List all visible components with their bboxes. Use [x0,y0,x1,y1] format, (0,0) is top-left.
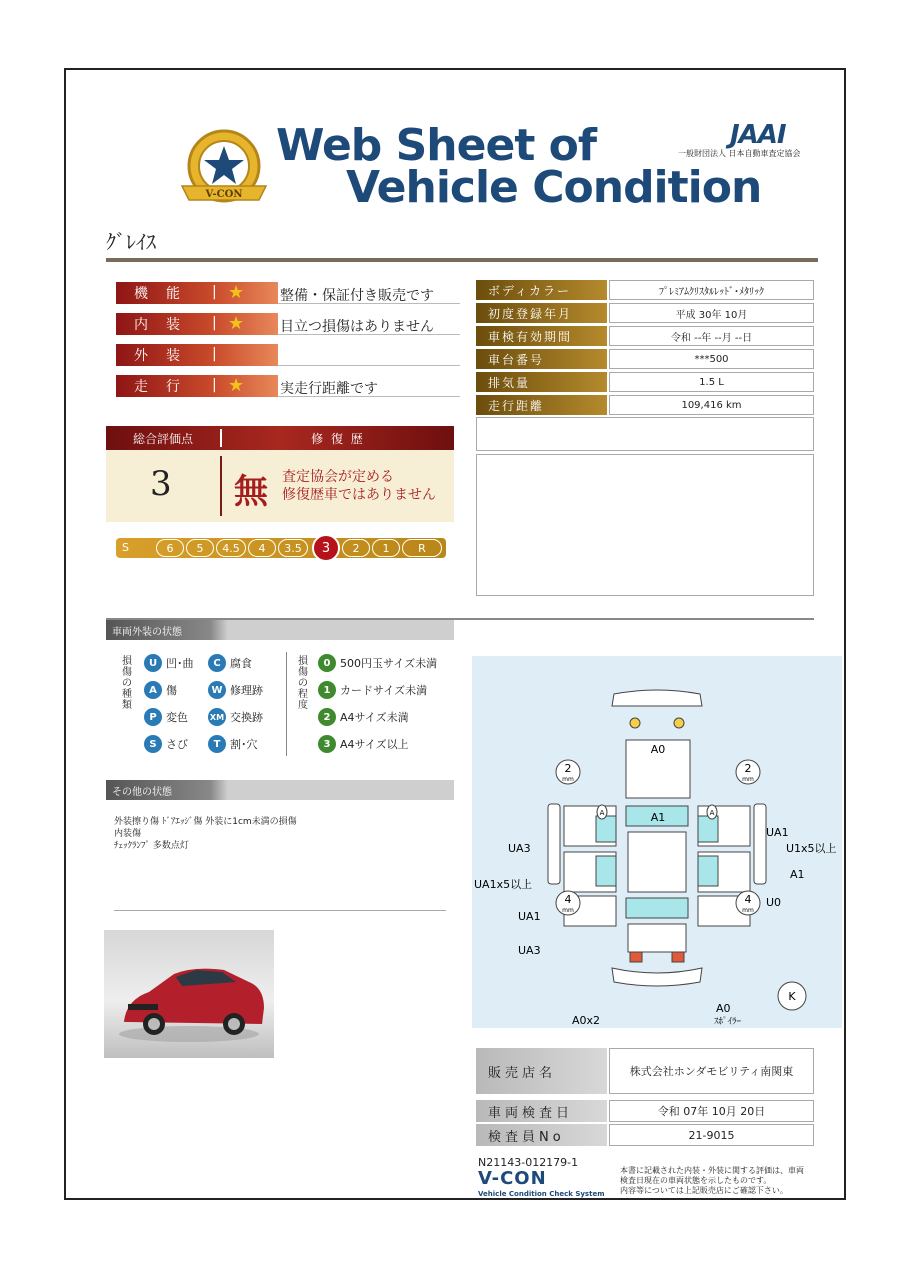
diagram-label: U1x5以上 [786,842,837,855]
vcon-subtitle: Vehicle Condition Check System [478,1190,605,1198]
category-label: 機能 [116,282,278,304]
vcon-badge-logo [174,126,274,210]
grade-item: 4.5 [216,539,246,557]
tire-depth-label: 4 [564,893,572,906]
jaai-logo: JAAI [730,120,786,150]
title-line-2: Vehicle Condition [346,162,762,213]
other-line: ﾁｪｯｸﾗﾝﾌﾟ 多数点灯 [114,841,189,851]
category-label: 内装 [116,313,278,335]
score-box [106,426,454,522]
grade-item: 3.5 [278,539,308,557]
svg-text:mm: mm [742,776,754,783]
repair-line-2: 修復歴車ではありません [282,487,436,503]
spec-label: 初度登録年月 [476,303,607,323]
spec-value: 令和 --年 --月 --日 [609,326,814,346]
footer-note: 本書に記載された内装・外装に関する評価は、車両 検査日現在の車両状態を示したものです。 内容等については上記販売店にご確認下さい。 [620,1166,804,1195]
diagram-label: U0 [766,896,782,909]
diagram-label: UA3 [508,842,531,855]
repair-line-1: 査定協会が定める [282,469,394,485]
diagram-label: A0 [716,1002,731,1015]
car-diagram-svg [472,656,842,1028]
grade-item-active: 3 [312,534,340,562]
score-header [106,426,454,450]
score-head-label: 総合評価点 [132,431,193,446]
divider [106,258,818,262]
car-image [104,930,274,1058]
spec-row [476,349,814,369]
diagram-label: UA1x5以上 [474,878,533,891]
diagram-label: UA1 [518,910,541,923]
repair-head-label: 修 復 歴 [311,431,365,446]
shop-name-label: 販売店名 [476,1048,607,1094]
svg-text:mm: mm [562,907,574,914]
condition-sheet: V-CON Web Sheet of Vehicle Condition JAAI 一般財団法人 日本自動車査定協会 ｸﾞﾚｲｽ 機能 | ★ 整備・保証付き販売です 内装 | ★ 目立つ損傷はありません 外装 | 走行 | ★ 実走行距離です ボディカラー ﾌﾟﾚﾐｱﾑｸﾘｽﾀﾙﾚｯﾄﾞ･ﾒﾀﾘｯｸ 初度登録年月 平成 30年 10月 車検有効期間 令和 --年 --月 --日 車台番号 ***500 排気量 1.5 L 走行距離 109,416 km 総合評価点 修 復 歴 3 無 査定協会が定める 修復歴車ではありません S 6 5 4.5 4 3.5 3 2 1 R 車両外装の状態 損傷の種類 U 凹･曲 C 腐食 A 傷 W 修理跡 P 変色 XM 交換跡 S さび T 割･穴 損傷の程度 0 500円玉サイズ未満 1 カードサイズ未満 2 A4サイズ未満 3 A4サイズ以上 その他の状態 外装擦り傷 ﾄﾞｱｴｯｼﾞ傷 外装に1cm未満の損傷 内装傷 ﾁｪｯｸﾗﾝﾌﾟ 多数点灯 2 mm 2 mm 4 mm 4 mm A A A0 UA1 A1 UA3 U1x5以上 A1 UA1x5以上 UA1 U0 UA3 A0 ｽﾎﾟｲﾗｰ A0x2 K 販売店名 株式会社ホンダモビリティ南関東 車両検査日 令和 07年 10月 20日 検査員No 21-9015 N21143-012179-1 V-CON Vehicle Condition Check System 本書に記載された内装・外装に関する評価は、車両 検査日現在の車両状態を示したものです。 内容等については上記販売店にご確認下さい。 [64,68,846,1200]
grade-scale [116,538,446,558]
blank-box [476,454,814,596]
spec-value: 109,416 km [609,395,814,415]
tire-depth-label: 2 [744,762,752,775]
svg-text:A: A [709,809,715,817]
grade-item: 2 [342,539,370,557]
grade-item: 1 [372,539,400,557]
category-row: 内装 | ★ 目立つ損傷はありません [116,313,460,335]
shop-name-value: 株式会社ホンダモビリティ南関東 [609,1048,814,1094]
spec-row [476,280,814,300]
grade-item: 4 [248,539,276,557]
inspection-date-label: 車両検査日 [476,1100,607,1122]
category-row: 走行 | ★ 実走行距離です [116,375,460,397]
damage-degree-label: 損傷の程度 [298,656,308,711]
diagram-k-mark: K [788,990,796,1003]
diagram-label: A1 [790,868,805,881]
spec-value: 1.5 L [609,372,814,392]
spec-label: 排気量 [476,372,607,392]
category-text: 実走行距離です [280,381,378,397]
spec-value: ﾌﾟﾚﾐｱﾑｸﾘｽﾀﾙﾚｯﾄﾞ･ﾒﾀﾘｯｸ [609,280,814,300]
other-line: 内装傷 [114,829,142,839]
inspection-date-value: 令和 07年 10月 20日 [609,1100,814,1122]
diagram-label: UA1 [766,826,789,839]
shop-info [476,1048,814,1146]
svg-text:A: A [599,809,605,817]
damage-type-label: 損傷の種類 [122,656,132,711]
other-conditions [114,816,297,852]
exterior-section-header: 車両外装の状態 [106,620,454,640]
car-name: ｸﾞﾚｲｽ [106,230,156,254]
other-line: 外装擦り傷 ﾄﾞｱｴｯｼﾞ傷 外装に1cm未満の損傷 [114,817,297,827]
grade-item: R [402,539,442,557]
other-section-header: その他の状態 [106,780,454,800]
inspector-value: 21-9015 [609,1124,814,1146]
inspector-label: 検査員No [476,1124,607,1146]
spec-label: 走行距離 [476,395,607,415]
spec-value: ***500 [609,349,814,369]
star-icon: ★ [228,313,245,334]
star-icon: ★ [228,375,245,396]
svg-text:mm: mm [562,776,574,783]
sheet-code: N21143-012179-1 [478,1156,579,1169]
spec-row [476,303,814,323]
blank-box [476,417,814,451]
vehicle-damage-diagram [472,656,842,1028]
spec-label: 車台番号 [476,349,607,369]
spec-row [476,395,814,415]
star-icon: ★ [228,282,245,303]
shop-row [476,1100,814,1122]
shop-row [476,1048,814,1094]
category-label: 外装 [116,344,278,366]
repair-mark: 無 [234,472,268,512]
diagram-label: ｽﾎﾟｲﾗｰ [714,1017,742,1027]
diagram-label: A0x2 [572,1014,601,1027]
shop-row [476,1124,814,1146]
diagram-label: A1 [650,811,666,824]
car-photo [104,930,274,1058]
vcon-logo: V-CON [478,1168,547,1189]
category-text: 整備・保証付き販売です [280,288,434,304]
spec-label: 車検有効期間 [476,326,607,346]
score-value: 3 [150,464,172,504]
diagram-label: UA3 [518,944,541,957]
svg-text:V-CON: V-CON [205,189,243,200]
grade-item: 5 [186,539,214,557]
diagram-label: A0 [650,743,666,756]
tire-depth-label: 2 [564,762,572,775]
tire-depth-label: 4 [744,893,752,906]
category-row: 外装 | [116,344,460,366]
category-text: 目立つ損傷はありません [280,319,434,335]
spec-value: 平成 30年 10月 [609,303,814,323]
spec-row [476,326,814,346]
grade-item: S [122,541,129,554]
title-line-1: Web Sheet of [276,120,597,171]
category-row: 機能 | ★ 整備・保証付き販売です [116,282,460,304]
spec-label: ボディカラー [476,280,607,300]
svg-text:mm: mm [742,907,754,914]
grade-item: 6 [156,539,184,557]
spec-row [476,372,814,392]
category-label: 走行 [116,375,278,397]
jaai-org-name: 一般財団法人 日本自動車査定協会 [678,149,801,158]
